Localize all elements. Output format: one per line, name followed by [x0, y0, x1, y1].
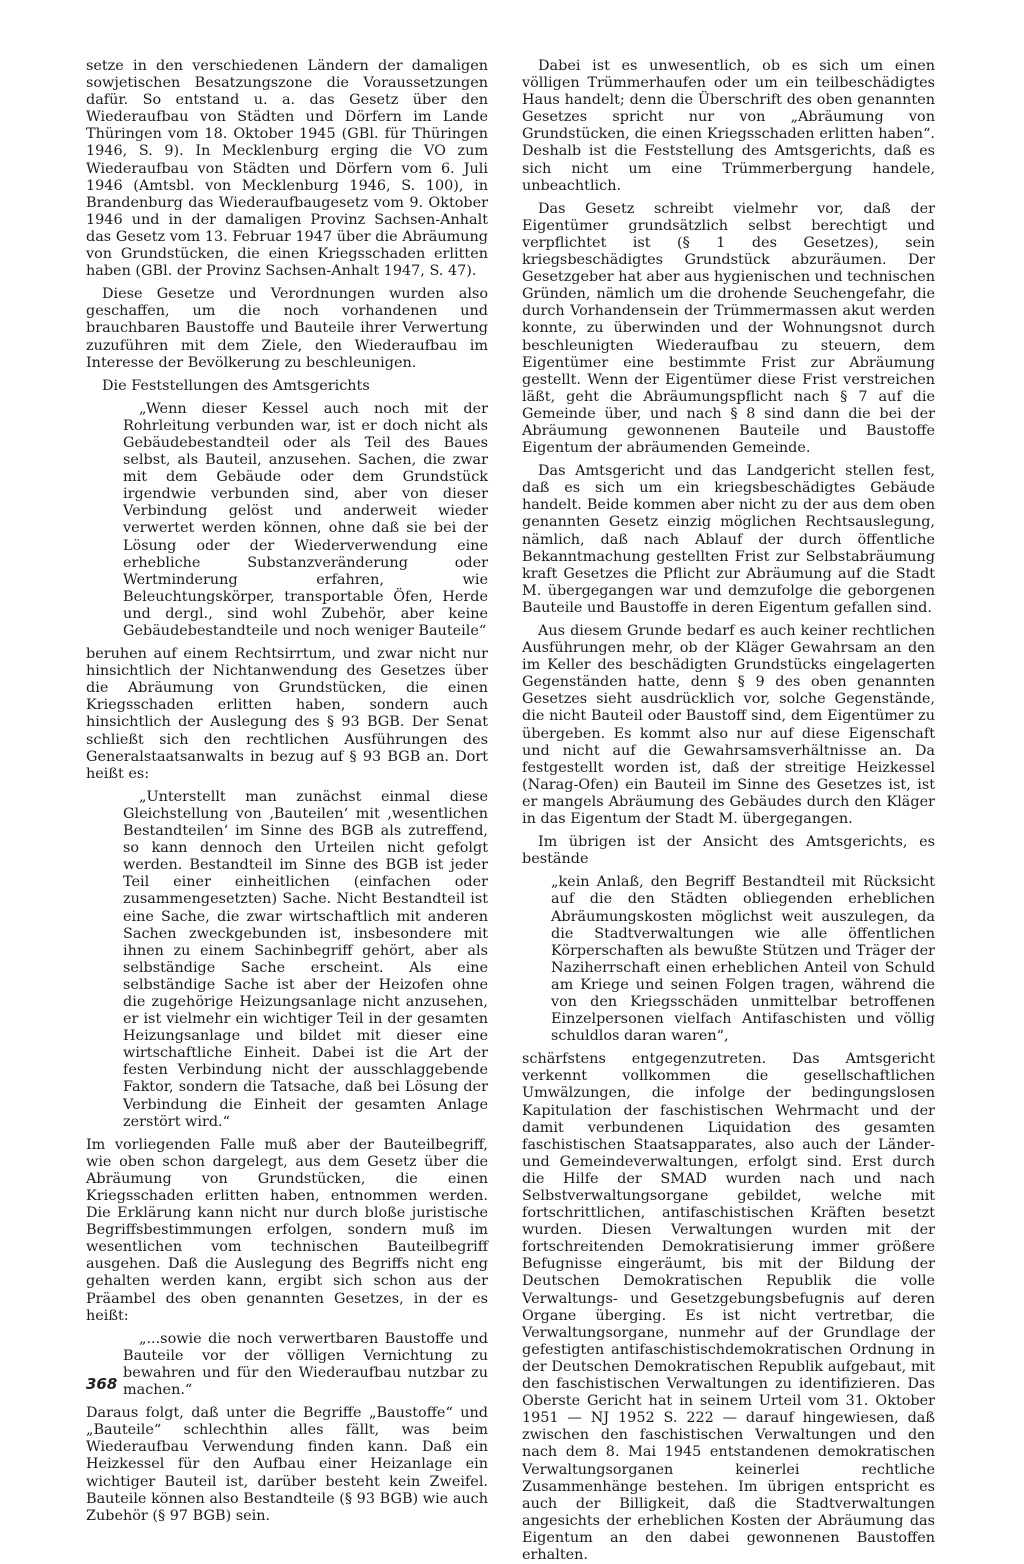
page-number: 368 [86, 1375, 118, 1393]
paragraph: schärfstens entgegenzutreten. Das Amtsgericht verkennt vollkommen die gesellschaftlichen Umwälzungen, die infolge der bedingungslosen Kapitulation der faschistischen Wehrmacht und der damit verbundenen Liquidation des gesamten faschistischen Staatsapparates, also auch der Länder- und Gemeindeverwaltungen, erfolgt sind. Erst durch die Hilfe der SMAD wurden nach und nach Selbstverwaltungsorgane gebildet, welche mit fortschrittlichen, antifaschistischen Kräften besetzt wurden. Diesen Verwaltungen wurden mit der fortschreitenden Demokratisierung immer größere Befugnisse eingeräumt, bis mit der Bildung der Deutschen Demokratischen Republik die volle Verwaltungs- und Gesetzgebungsbefugnis auf deren Organe überging. Es ist nicht vertretbar, die Verwaltungsorgane, nunmehr auf der Grundlage der gefestigten antifaschistischdemokratischen Ordnung in der Deutschen Demokratischen Republik aufgebaut, mit den faschistischen Verwaltungen zu identifizieren. Das Oberste Gericht hat in seinem Urteil vom 31. Oktober 1951 — NJ 1952 S. 222 — darauf hingewiesen, daß zwischen den faschistischen Verwaltungen und den nach dem 8. Mai 1945 entstandenen demokratischen Verwaltungsorganen keinerlei rechtliche Zusammenhänge bestehen. Im übrigen entspricht es auch der Billigkeit, daß die Stadtverwaltungen angesichts der erheblichen Kosten der Abräumung das Eigentum an den dabei gewonnenen Baustoffen erhalten. [522, 1051, 935, 1563]
paragraph: Dabei ist es unwesentlich, ob es sich um einen völligen Trümmerhaufen oder um ein teilbeschädigtes Haus handelt; denn die Überschrift des oben genannten Gesetzes spricht nur von „Abräumung von Grundstücken, die einen Kriegsschaden erlitten haben“. Deshalb ist die Feststellung des Amtsgerichts, daß es sich nicht um eine Trümmerbergung handele, unbeachtlich. [522, 58, 935, 194]
left-column [86, 58, 488, 1525]
section-lead: Die Feststellungen des Amtsgerichts [102, 377, 370, 394]
paragraph: Diese Gesetze und Verordnungen wurden also geschaffen, um die noch vorhandenen und brauchbaren Baustoffe und Bauteile ihrer Verwertung zuzuführen mit dem Ziele, den Wiederaufbau im Interesse der Bevölkerung zu beschleunigen. [86, 286, 488, 371]
paragraph: setze in den verschiedenen Ländern der damaligen sowjetischen Besatzungszone die Voraussetzungen dafür. So entstand u. a. das Gesetz über den Wiederaufbau von Städten und Dörfern im Lande Thüringen vom 18. Oktober 1945 (GBl. für Thüringen 1946, S. 9). In Mecklenburg erging die VO zum Wiederaufbau von Städten und Dörfern vom 6. Juli 1946 (Amtsbl. von Mecklenburg 1946, S. 100), in Brandenburg das Wiederaufbaugesetz vom 9. Oktober 1946 und in der damaligen Provinz Sachsen-Anhalt das Gesetz vom 13. Februar 1947 über die Abräumung von Grundstücken, die einen Kriegsschaden erlitten haben (GBl. der Provinz Sachsen-Anhalt 1947, S. 47). [86, 58, 488, 280]
block-quote: „kein Anlaß, den Begriff Bestandteil mit Rücksicht auf die den Städten obliegenden erheblichen Abräumungskosten möglichst weit auszulegen, da die Stadtverwaltungen wie alle öffentlichen Körperschaften als bewußte Stützen und Träger der Naziherrschaft einen erheblichen Anteil von Schuld am Kriege und seinen Folgen tragen, während die von den Kriegsschäden unmittelbar betroffenen Einzelpersonen vielfach Antifaschisten und völlig schuldlos daran waren“, [551, 874, 935, 1045]
paragraph: Im übrigen ist der Ansicht des Amtsgerichts, es bestände [522, 834, 935, 868]
block-quote: „...sowie die noch verwertbaren Baustoffe und Bauteile vor der völligen Vernichtung zu bewahren und für den Wiederaufbau nutzbar zu machen.“ [123, 1330, 488, 1399]
right-column [522, 58, 935, 1564]
paragraph: Das Amtsgericht und das Landgericht stellen fest, daß es sich um ein kriegsbeschädigtes Gebäude handelt. Beide kommen aber nicht zu der aus dem oben genannten Gesetz einzig möglichen Rechtsauslegung, nämlich, daß nach Ablauf der durch öffentliche Bekanntmachung gestellten Frist zur Selbstabräumung kraft Gesetzes die Pflicht zur Abräumung auf die Stadt M. übergegangen war und demzufolge die geborgenen Bauteile und Baustoffe in deren Eigentum gefallen sind. [522, 463, 935, 616]
paragraph: Im vorliegenden Falle muß aber der Bauteilbegriff, wie oben schon dargelegt, aus dem Gesetz über die Abräumung von Grundstücken, die einen Kriegsschaden erlitten haben, entnommen werden. Die Erklärung kann nicht nur durch bloße juristische Begriffsbestimmungen erfolgen, sondern muß im wesentlichen vom technischen Bauteilbegriff ausgehen. Daß die Auslegung des Begriffs nicht eng gehalten werden kann, ergibt sich schon aus der Präambel des oben genannten Gesetzes, in der es heißt: [86, 1136, 488, 1324]
paragraph: Das Gesetz schreibt vielmehr vor, daß der Eigentümer grundsätzlich selbst berechtigt und verpflichtet ist (§ 1 des Gesetzes), sein kriegsbeschädigtes Grundstück abzuräumen. Der Gesetzgeber hat aber aus hygienischen und technischen Gründen, nämlich um die drohende Seuchengefahr, die durch Vorhandensein der Trümmermassen akut werden konnte, zu überwinden und der Wohnungsnot durch beschleunigten Wiederaufbau zu steuern, dem Eigentümer eine bestimmte Frist zur Abräumung gestellt. Wenn der Eigentümer diese Frist verstreichen läßt, geht die Abräumungspflicht nach § 7 auf die Gemeinde über, und nach § 8 sind dann die bei der Abräumung gewonnenen Bauteile und Baustoffe Eigentum der abräumenden Gemeinde. [522, 200, 935, 457]
paragraph: beruhen auf einem Rechtsirrtum, und zwar nicht nur hinsichtlich der Nichtanwendung des Gesetzes über die Abräumung von Grundstücken, die einen Kriegsschaden erlitten haben, sondern auch hinsichtlich der Auslegung des § 93 BGB. Der Senat schließt sich den rechtlichen Ausführungen des Generalstaatsanwalts in bezug auf § 93 BGB an. Dort heißt es: [86, 646, 488, 782]
block-quote: „Wenn dieser Kessel auch noch mit der Rohrleitung verbunden war, ist er doch nicht als Gebäudebestandteil oder als Teil des Baues selbst, als Bauteil, anzusehen. Sachen, die zwar mit dem Gebäude oder dem Grundstück irgendwie verbunden sind, aber von dieser Verbindung gelöst und anderweit wieder verwertet werden können, ohne daß sie bei der Lösung oder der Wiederverwendung eine erhebliche Substanzveränderung oder Wertminderung erfahren, wie Beleuchtungskörper, transportable Öfen, Herde und dergl., sind wohl Zubehör, aber keine Gebäudebestandteile und noch weniger Bauteile“ [123, 400, 488, 639]
paragraph: Daraus folgt, daß unter die Begriffe „Baustoffe“ und „Bauteile“ schlechthin alles fällt, was beim Wiederaufbau Verwendung finden kann. Daß ein Heizkessel für den Aufbau einer Heizanlage ein wichtiger Bauteil ist, darüber besteht kein Zweifel. Bauteile können also Bestandteile (§ 93 BGB) wie auch Zubehör (§ 97 BGB) sein. [86, 1405, 488, 1524]
block-quote: „Unterstellt man zunächst einmal diese Gleichstellung von ‚Bauteilen‘ mit ‚wesentlichen Bestandteilen‘ im Sinne des BGB als zutreffend, so kann dennoch den Urteilen nicht gefolgt werden. Bestandteil im Sinne des BGB ist jeder Teil einer einheitlichen (einfachen oder zusammengesetzten) Sache. Nicht Bestandteil ist eine Sache, die zwar wirtschaftlich mit anderen Sachen zweckgebunden ist, insbesondere mit ihnen zu einem Sachinbegriff gehört, aber als selbständige Sache erscheint. Als eine selbständige Sache ist aber der Heizofen ohne die zugehörige Heizungsanlage nicht anzusehen, er ist vielmehr ein wichtiger Teil in der gesamten Heizungsanlage und bildet mit dieser eine wirtschaftliche Einheit. Dabei ist die Art der festen Verbindung nicht der ausschlaggebende Faktor, sondern die Tatsache, daß bei Lösung der Verbindung die Einheit der gesamten Anlage zerstört wird.“ [123, 788, 488, 1130]
paragraph: Aus diesem Grunde bedarf es auch keiner rechtlichen Ausführungen mehr, ob der Kläger Gewahrsam an den im Keller des beschädigten Grundstücks eingelagerten Gegenständen hatte, denn § 9 des oben genannten Gesetzes sieht ausdrücklich vor, solche Gegenstände, die nicht Bauteil oder Baustoff sind, dem Eigentümer zu übergeben. Es kommt also nur auf diese Eigenschaft und nicht auf die Gewahrsamsverhältnisse an. Da festgestellt worden ist, daß der streitige Heizkessel (Narag-Ofen) ein Bauteil im Sinne des Gesetzes ist, ist er mangels Abräumung des Gebäudes durch den Kläger in das Eigentum der Stadt M. übergegangen. [522, 623, 935, 828]
